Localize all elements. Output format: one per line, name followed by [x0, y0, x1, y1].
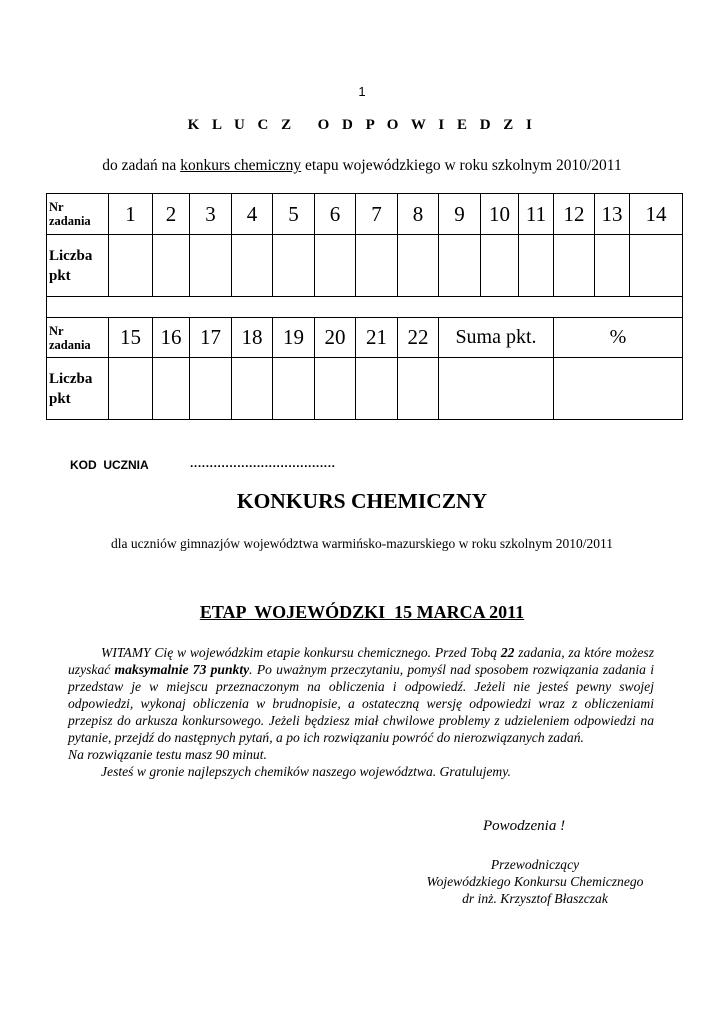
task-number-cell: 16: [153, 318, 190, 358]
points-input-cell[interactable]: [398, 235, 439, 297]
instructions-text: zadania, za które możesz uzyskać: [68, 645, 654, 677]
points-input-cell[interactable]: [153, 358, 190, 420]
task-number-cell: 3: [190, 194, 232, 235]
good-luck-text: Powodzenia !: [483, 818, 566, 834]
points-label-cell: [47, 235, 109, 297]
percent-input-cell[interactable]: [554, 358, 683, 420]
task-number-cell: 4: [232, 194, 273, 235]
points-input-cell[interactable]: [315, 235, 356, 297]
instructions-congratulations: Jesteś w gronie najlepszych chemików naszego województwa. Gratulujemy.: [101, 764, 511, 779]
points-label-line1: Liczba: [49, 247, 93, 264]
task-number-cell: 6: [315, 194, 356, 235]
task-number-cell: 20: [315, 318, 356, 358]
task-count: 22: [500, 645, 515, 660]
points-input-cell[interactable]: [109, 358, 153, 420]
points-input-cell[interactable]: [190, 358, 232, 420]
task-number-cell: 11: [519, 194, 554, 235]
task-number-cell: 5: [273, 194, 315, 235]
answer-key-subtitle-start: do zadań na: [102, 157, 181, 174]
task-number-cell: 10: [481, 194, 519, 235]
answer-key-subtitle-underlined: konkurs chemiczny: [180, 157, 302, 174]
task-number-cell: 18: [232, 318, 273, 358]
points-input-cell[interactable]: [273, 358, 315, 420]
task-header-line2: zadania: [49, 337, 91, 352]
page-number: 1: [358, 84, 366, 99]
points-input-cell[interactable]: [153, 235, 190, 297]
points-label-line1: Liczba: [49, 370, 93, 387]
signature-committee: Wojewódzkiego Konkursu Chemicznego: [426, 874, 644, 889]
percent-header: %: [554, 318, 683, 358]
task-header-line1: Nr: [49, 323, 64, 338]
task-number-cell: 21: [356, 318, 398, 358]
instructions: [68, 644, 654, 780]
points-input-cell[interactable]: [554, 235, 595, 297]
task-number-row-1: [47, 194, 683, 235]
signature-name: dr inż. Krzysztof Błaszczak: [462, 891, 608, 906]
task-header-line2: zadania: [49, 214, 91, 228]
answer-key-title: [0, 117, 724, 134]
stage-heading: ETAP WOJEWÓDZKI 15 MARCA 2011: [199, 602, 525, 622]
answer-key-title-word1: K L U C Z: [187, 117, 296, 133]
signature-block: [390, 856, 680, 907]
points-label-line2: pkt: [49, 267, 71, 284]
student-code-label: KOD UCZNIA: [70, 458, 149, 472]
max-points: maksymalnie 73 punkty: [114, 662, 250, 677]
task-number-row-2: [47, 318, 683, 358]
instructions-paragraph-1: [68, 644, 654, 746]
points-input-cell[interactable]: [109, 235, 153, 297]
signature-role: Przewodniczący: [490, 857, 580, 872]
task-number-cell: 19: [273, 318, 315, 358]
points-input-cell[interactable]: [439, 235, 481, 297]
instructions-time-limit: Na rozwiązanie testu masz 90 minut.: [68, 747, 267, 762]
task-number-cell: 13: [595, 194, 630, 235]
points-input-cell[interactable]: [232, 235, 273, 297]
answer-key-subtitle: [0, 157, 724, 175]
instructions-text: . Po uważnym przeczytaniu, pomyśl nad sposobem rozwiązania zadania i przedstaw je w miejscu przeznaczonym na obliczenia i odpowiedź. Jeżeli nie jesteś pewny swojej odpowiedzi, wykonaj obliczenia w brudnopisie, a ostateczną wersję odpowiedzi wraz z obliczeniami przepisz do arkusza konkursowego. Jeżeli będziesz miał chwilowe problemy z udzieleniem odpowiedzi na pytanie, przejdź do następnych pytań, a po ich rozwiązaniu powróć do nierozwiązanych zadań.: [68, 662, 654, 745]
points-label-cell: [47, 358, 109, 420]
sum-points-header: Suma pkt.: [439, 318, 554, 358]
task-number-cell: 12: [554, 194, 595, 235]
points-row-1: [47, 235, 683, 297]
points-input-cell[interactable]: [356, 358, 398, 420]
points-input-cell[interactable]: [356, 235, 398, 297]
task-number-header-cell: [47, 194, 109, 235]
task-number-cell: 15: [109, 318, 153, 358]
task-number-cell: 2: [153, 194, 190, 235]
score-table: [46, 193, 683, 420]
points-input-cell[interactable]: [190, 235, 232, 297]
points-input-cell[interactable]: [630, 235, 683, 297]
contest-subtitle: dla uczniów gimnazjów województwa warmińsko-mazurskiego w roku szkolnym 2010/2011: [111, 536, 613, 551]
points-input-cell[interactable]: [273, 235, 315, 297]
points-input-cell[interactable]: [519, 235, 554, 297]
task-header-line1: Nr: [49, 200, 64, 214]
student-code-field[interactable]: .....................................: [190, 456, 336, 470]
points-input-cell[interactable]: [232, 358, 273, 420]
task-number-cell: 14: [630, 194, 683, 235]
table-spacer-row: [47, 297, 683, 318]
points-input-cell[interactable]: [315, 358, 356, 420]
task-number-cell: 22: [398, 318, 439, 358]
answer-key-subtitle-end: etapu wojewódzkiego w roku szkolnym 2010/2011: [301, 157, 622, 174]
table-spacer-cell: [47, 297, 683, 318]
contest-title: KONKURS CHEMICZNY: [236, 489, 488, 513]
points-label-line2: pkt: [49, 390, 71, 407]
task-number-header-cell: [47, 318, 109, 358]
task-number-cell: 1: [109, 194, 153, 235]
points-row-2: [47, 358, 683, 420]
sum-points-input-cell[interactable]: [439, 358, 554, 420]
points-input-cell[interactable]: [481, 235, 519, 297]
task-number-cell: 7: [356, 194, 398, 235]
points-input-cell[interactable]: [398, 358, 439, 420]
task-number-cell: 17: [190, 318, 232, 358]
task-number-cell: 8: [398, 194, 439, 235]
points-input-cell[interactable]: [595, 235, 630, 297]
task-number-cell: 9: [439, 194, 481, 235]
answer-key-title-word2: O D P O W I E D Z I: [317, 117, 537, 133]
instructions-text: WITAMY Cię w wojewódzkim etapie konkursu chemicznego. Przed Tobą: [101, 645, 501, 660]
